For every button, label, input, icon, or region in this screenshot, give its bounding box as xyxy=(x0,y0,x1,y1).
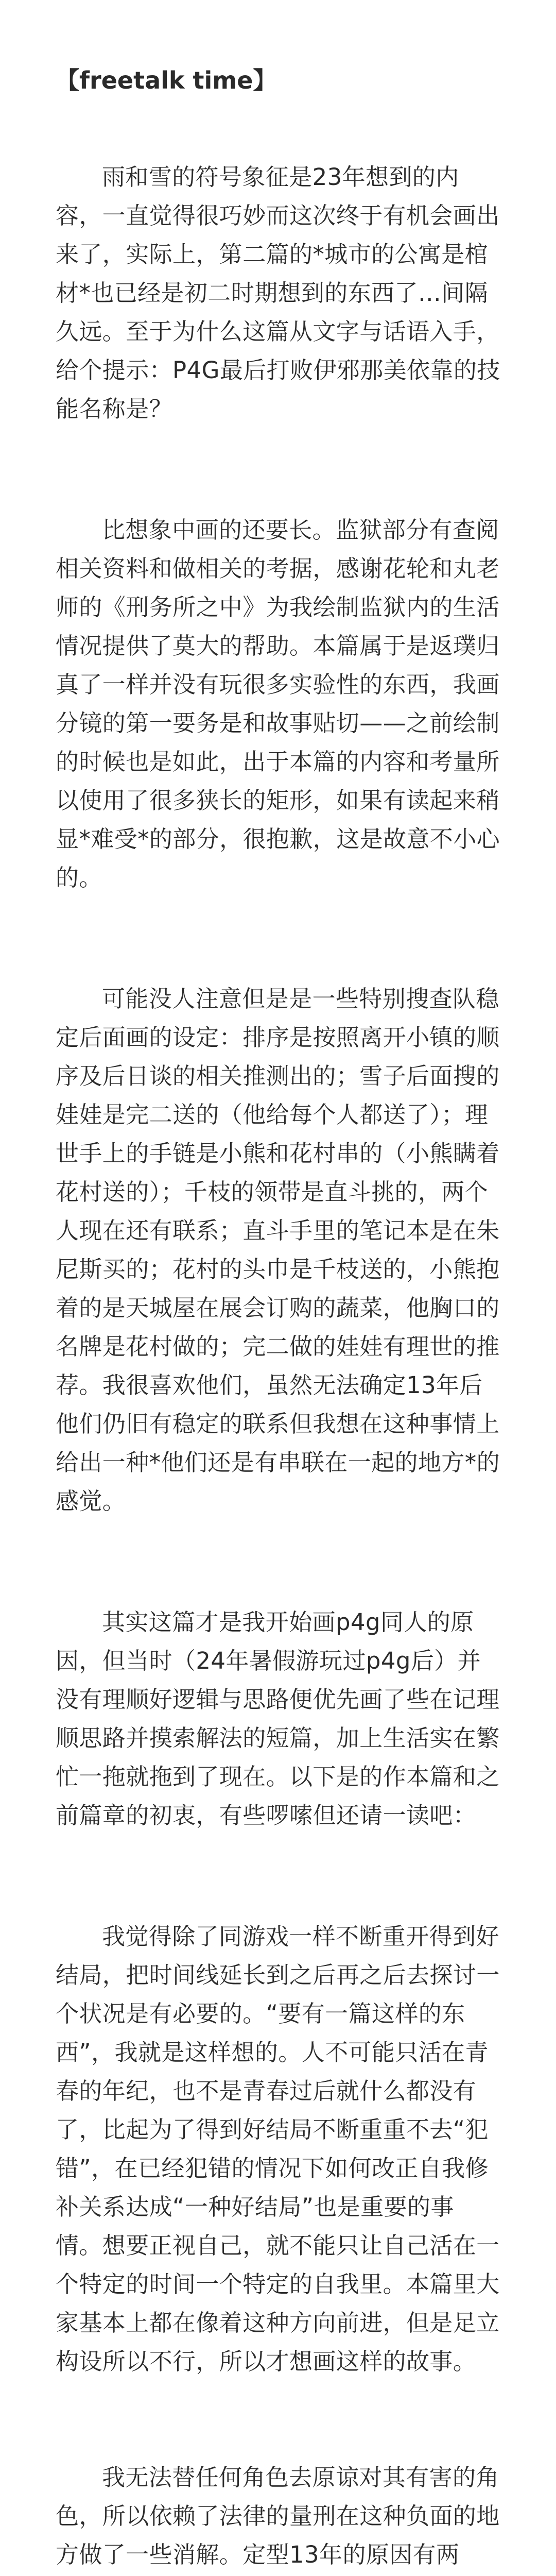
paragraph-symbols: 雨和雪的符号象征是23年想到的内容，一直觉得很巧妙而这次终于有机会画出来了，实际上，第二篇的*城市的公寓是棺材*也已经是初二时期想到的东西了…间隔久远。至于为什么这篇从文字与话语入手，给个提示：P4G最后打败伊邪那美依靠的技能名称是？ xyxy=(56,163,500,422)
paragraph-intent: 我觉得除了同游戏一样不断重开得到好结局，把时间线延长到之后再之后去探讨一个状况是有必要的。“要有一篇这样的东西”，我就是这样想的。人不可能只活在青春的年纪，也不是青春过后就什么都没有了，比起为了得到好结局不断重重不去“犯错”，在已经犯错的情况下如何改正自我修补关系达成“一种好结局”也是重要的事情。想要正视自己，就不能只让自己活在一个特定的时间一个特定的自我里。本篇里大家基本上都在像着这种方向前进，但是足立构设所以不行，所以才想画这样的故事。 xyxy=(56,1923,500,2375)
paragraph-thirteen-years: 我无法替任何角色去原谅对其有害的角色，所以依赖了法律的量刑在这种负面的地方做了一些消解。定型13年的原因有两 xyxy=(56,2464,500,2568)
paragraph-origin: 其实这篇才是我开始画p4g同人的原因，但当时（24年暑假游玩过p4g后）并没有理顺好逻辑与思路便优先画了些在记理顺思路并摸索解法的短篇，加上生活实在繁忙一拖就拖到了现在。以下是的作本篇和之前篇章的初衷，有些啰嗦但还请一读吧： xyxy=(56,1608,500,1829)
note-title: 【freetalk time】 xyxy=(56,66,277,94)
paragraph-prison: 比想象中画的还要长。监狱部分有查阅相关资料和做相关的考据，感谢花轮和丸老师的《刑务所之中》为我绘制监狱内的生活情况提供了莫大的帮助。本篇属于是返璞归真了一样并没有玩很多实验性的东西，我画分镜的第一要务是和故事贴切——之前绘制的时候也是如此，出于本篇的内容和考量所以使用了很多狭长的矩形，如果有读起来稍显*难受*的部分，很抱歉，这是故意不小心的。 xyxy=(56,516,500,891)
paragraph-team-settings: 可能没人注意但是是一些特别搜查队稳定后面画的设定：排序是按照离开小镇的顺序及后日谈的相关推测出的；雪子后面搜的娃娃是完二送的（他给每个人都送了）；理世手上的手链是小熊和花村串的（小熊瞒着花村送的）；千枝的领带是直斗挑的，两个人现在还有联系；直斗手里的笔记本是在朱尼斯买的；花村的头巾是千枝送的，小熊抱着的是天城屋在展会订购的蔬菜，他胸口的名牌是花村做的；完二做的娃娃有理世的推荐。我很喜欢他们，虽然无法确定13年后他们仍旧有稳定的联系但我想在这种事情上给出一种*他们还是有串联在一起的地方*的感觉。 xyxy=(56,985,500,1515)
